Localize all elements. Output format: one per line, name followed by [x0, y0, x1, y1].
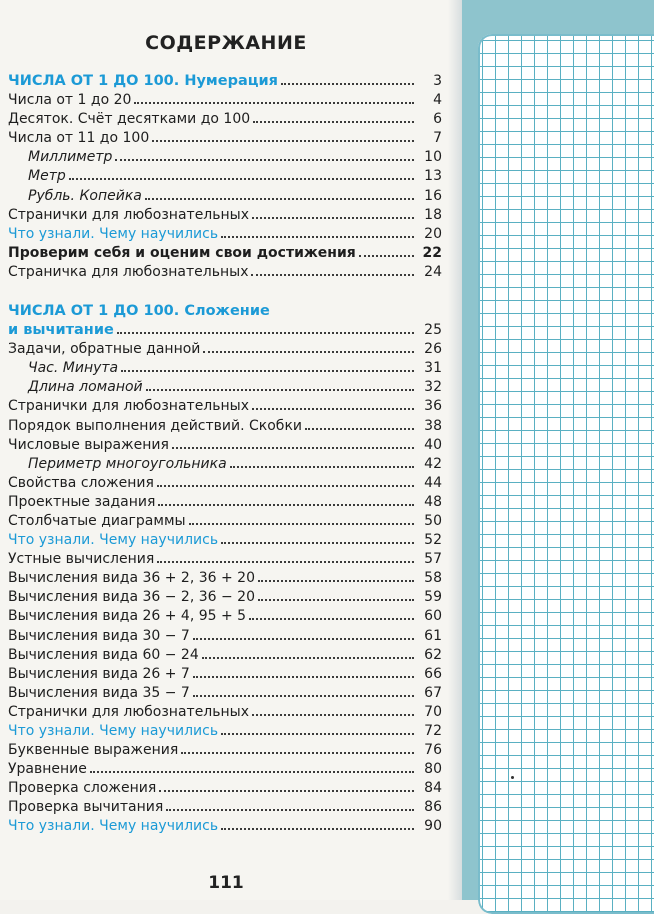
- toc-entry-page: 32: [424, 379, 442, 396]
- leader-dots: [203, 341, 414, 353]
- toc-entry-page: 13: [424, 168, 442, 185]
- toc-entry[interactable]: [8, 129, 442, 148]
- toc-entry-page: 36: [424, 398, 442, 415]
- toc-entry[interactable]: [8, 206, 442, 225]
- toc-entry-title: Странички для любознательных: [8, 206, 249, 223]
- toc-entry-title: Странички для любознательных: [8, 398, 249, 415]
- toc-entry-page: 42: [424, 455, 442, 472]
- toc-entry-page: 57: [424, 551, 442, 568]
- section2-list: [8, 340, 442, 836]
- toc-entry-title: Устные вычисления: [8, 551, 155, 568]
- leader-dots: [281, 73, 414, 85]
- toc-entry-title: Столбчатые диаграммы: [8, 512, 186, 529]
- toc-entry-title: Вычисления вида 26 + 7: [8, 665, 190, 682]
- toc-entry-page: 50: [424, 512, 442, 529]
- toc-entry-title: Что узнали. Чему научились: [8, 225, 219, 242]
- leader-dots: [159, 780, 414, 792]
- leader-dots: [193, 685, 414, 697]
- toc-entry[interactable]: [8, 588, 442, 607]
- toc-entry-title: Миллиметр: [28, 149, 113, 166]
- leader-dots: [258, 570, 414, 582]
- table-of-contents: [8, 72, 442, 837]
- leader-dots: [305, 418, 414, 430]
- toc-entry-title: Проверим себя и оценим свои достижения: [8, 244, 356, 261]
- leader-dots: [252, 704, 414, 716]
- toc-entry-page: 22: [422, 244, 442, 261]
- toc-entry-title: Метр: [28, 168, 66, 185]
- leader-dots: [252, 398, 414, 410]
- leader-dots: [158, 494, 414, 506]
- toc-entry-page: 66: [424, 665, 442, 682]
- leader-dots: [152, 130, 414, 142]
- toc-entry-title: Вычисления вида 35 − 7: [8, 684, 190, 701]
- toc-entry-page: 59: [424, 589, 442, 606]
- toc-entry[interactable]: [8, 703, 442, 722]
- section-heading-addition[interactable]: [8, 321, 442, 340]
- toc-entry[interactable]: [8, 91, 442, 110]
- leader-dots: [172, 437, 414, 449]
- toc-entry[interactable]: [8, 665, 442, 684]
- grid-dot: [511, 776, 514, 779]
- toc-entry-page: 16: [424, 187, 442, 204]
- leader-dots: [181, 742, 414, 754]
- toc-entry[interactable]: [8, 340, 442, 359]
- toc-entry-title: Что узнали. Чему научились: [8, 532, 219, 549]
- leader-dots: [221, 532, 414, 544]
- toc-entry[interactable]: [8, 684, 442, 703]
- toc-entry[interactable]: [8, 550, 442, 569]
- leader-dots: [90, 761, 414, 773]
- toc-entry[interactable]: [8, 455, 442, 474]
- section-heading-text: ЧИСЛА ОТ 1 ДО 100. Нумерация: [8, 73, 278, 89]
- section1-list: [8, 91, 442, 282]
- toc-entry[interactable]: [8, 493, 442, 512]
- toc-entry-page: 61: [424, 627, 442, 644]
- leader-dots: [251, 264, 414, 276]
- toc-entry[interactable]: [8, 148, 442, 167]
- toc-entry-page: 40: [424, 436, 442, 453]
- toc-entry[interactable]: [8, 359, 442, 378]
- toc-entry[interactable]: [8, 760, 442, 779]
- toc-entry-title: Вычисления вида 30 − 7: [8, 627, 190, 644]
- toc-entry-page: 52: [424, 532, 442, 549]
- toc-entry-page: 24: [424, 263, 442, 280]
- section-gap: [8, 282, 442, 302]
- leader-dots: [221, 818, 414, 830]
- toc-entry[interactable]: [8, 627, 442, 646]
- section-heading-text: и вычитание: [8, 322, 114, 339]
- toc-entry-page: 18: [424, 206, 442, 223]
- leader-dots: [189, 513, 414, 525]
- section-heading-page: 25: [424, 322, 442, 339]
- leader-dots: [253, 111, 414, 123]
- toc-entry[interactable]: [8, 397, 442, 416]
- toc-entry-title: Длина ломаной: [28, 379, 143, 396]
- toc-entry-page: 60: [424, 608, 442, 625]
- toc-entry-page: 90: [424, 818, 442, 835]
- toc-entry-title: Странички для любознательных: [8, 703, 249, 720]
- toc-entry-page: 48: [424, 493, 442, 510]
- toc-entry[interactable]: [8, 569, 442, 588]
- toc-entry-page: 62: [424, 646, 442, 663]
- toc-entry[interactable]: [8, 779, 442, 798]
- leader-dots: [69, 168, 414, 180]
- leader-dots: [230, 456, 414, 468]
- toc-entry-page: 67: [424, 684, 442, 701]
- toc-entry-title: Буквенные выражения: [8, 742, 179, 759]
- toc-entry-title: Рубль. Копейка: [28, 187, 142, 204]
- toc-entry[interactable]: [8, 167, 442, 186]
- toc-entry-title: Проверка сложения: [8, 780, 157, 797]
- section-heading-page: 3: [433, 73, 442, 89]
- page-title: СОДЕРЖАНИЕ: [145, 32, 307, 54]
- toc-entry[interactable]: [8, 110, 442, 129]
- toc-entry[interactable]: [8, 263, 442, 282]
- toc-entry[interactable]: [8, 244, 442, 263]
- toc-entry-page: 7: [433, 130, 442, 147]
- toc-entry[interactable]: [8, 187, 442, 206]
- toc-entry-page: 20: [424, 225, 442, 242]
- leader-dots: [134, 92, 414, 104]
- leader-dots: [121, 360, 414, 372]
- toc-entry-title: Проверка вычитания: [8, 799, 164, 816]
- toc-entry-page: 76: [424, 742, 442, 759]
- toc-entry[interactable]: [8, 741, 442, 760]
- leader-dots: [166, 799, 414, 811]
- leader-dots: [258, 589, 414, 601]
- leader-dots: [252, 207, 414, 219]
- toc-entry-title: Периметр многоугольника: [28, 455, 227, 472]
- toc-entry-page: 86: [424, 799, 442, 816]
- toc-entry-title: Что узнали. Чему научились: [8, 818, 219, 835]
- toc-entry-page: 58: [424, 570, 442, 587]
- toc-entry-title: Уравнение: [8, 761, 87, 778]
- toc-entry-title: Проектные задания: [8, 493, 156, 510]
- leader-dots: [145, 188, 414, 200]
- toc-entry-page: 44: [424, 474, 442, 491]
- leader-dots: [157, 475, 414, 487]
- toc-entry[interactable]: [8, 798, 442, 817]
- toc-entry-title: Числа от 11 до 100: [8, 130, 150, 147]
- toc-entry-title: Десяток. Счёт десятками до 100: [8, 111, 251, 128]
- toc-entry-title: Страничка для любознательных: [8, 263, 249, 280]
- toc-entry-title: Свойства сложения: [8, 474, 154, 491]
- toc-entry-page: 4: [433, 92, 442, 109]
- toc-entry[interactable]: [8, 436, 442, 455]
- toc-entry-title: Числовые выражения: [8, 436, 169, 453]
- leader-dots: [193, 628, 414, 640]
- toc-entry[interactable]: [8, 512, 442, 531]
- page-number: 111: [208, 873, 244, 893]
- leader-dots: [157, 551, 414, 563]
- toc-entry[interactable]: [8, 474, 442, 493]
- toc-entry-title: Час. Минута: [28, 360, 119, 377]
- toc-entry[interactable]: [8, 722, 442, 741]
- toc-entry-page: 72: [424, 723, 442, 739]
- leader-dots: [249, 608, 414, 620]
- toc-entry-title: Вычисления вида 60 − 24: [8, 646, 199, 663]
- toc-entry[interactable]: [8, 646, 442, 665]
- toc-entry-title: Порядок выполнения действий. Скобки: [8, 417, 302, 434]
- toc-entry-page: 10: [424, 149, 442, 166]
- leader-dots: [146, 379, 414, 391]
- toc-entry[interactable]: [8, 817, 442, 836]
- toc-entry-page: 31: [424, 360, 442, 377]
- toc-entry-title: Числа от 1 до 20: [8, 92, 132, 109]
- toc-entry-page: 38: [424, 417, 442, 434]
- section-heading-numeration[interactable]: [8, 72, 442, 91]
- toc-entry[interactable]: [8, 531, 442, 550]
- toc-entry[interactable]: [8, 607, 442, 626]
- toc-entry-page: 80: [424, 761, 442, 778]
- toc-entry-title: Задачи, обратные данной: [8, 341, 201, 358]
- toc-entry-title: Что узнали. Чему научились: [8, 723, 219, 739]
- leader-dots: [193, 666, 414, 678]
- toc-entry-title: Вычисления вида 36 + 2, 36 + 20: [8, 570, 255, 587]
- toc-entry-page: 26: [424, 341, 442, 358]
- toc-entry[interactable]: [8, 378, 442, 397]
- grid-paper: [478, 34, 654, 914]
- toc-entry-title: Вычисления вида 36 − 2, 36 − 20: [8, 589, 255, 606]
- toc-entry[interactable]: [8, 417, 442, 436]
- leader-dots: [117, 322, 414, 334]
- toc-entry-page: 84: [424, 780, 442, 797]
- leader-dots: [115, 149, 414, 161]
- leader-dots: [202, 647, 414, 659]
- toc-entry-page: 6: [433, 111, 442, 128]
- section-heading-addition-line1: ЧИСЛА ОТ 1 ДО 100. Сложение: [8, 303, 270, 320]
- leader-dots: [221, 226, 414, 238]
- leader-dots: [221, 723, 414, 735]
- toc-entry-title: Вычисления вида 26 + 4, 95 + 5: [8, 608, 247, 625]
- toc-entry[interactable]: [8, 225, 442, 244]
- toc-entry-page: 70: [424, 703, 442, 720]
- leader-dots: [359, 245, 414, 257]
